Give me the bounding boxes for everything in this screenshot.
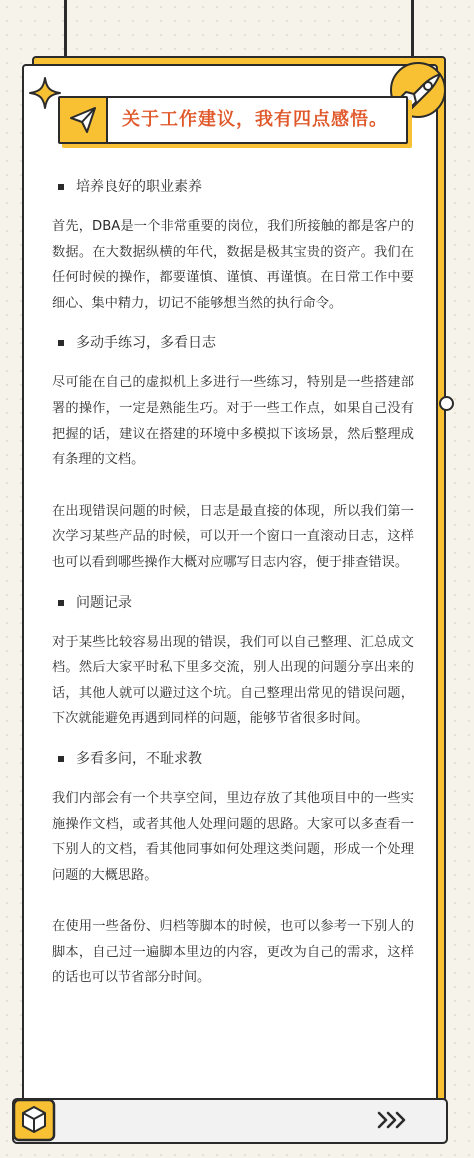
section-heading-text: 多看多问，不耻求教 — [76, 750, 202, 767]
header-bar — [58, 96, 408, 144]
bullet-square-icon — [58, 756, 64, 762]
bullet-square-icon — [58, 600, 64, 606]
hanging-line-right — [411, 0, 414, 62]
sparkle-icon — [28, 76, 62, 110]
section-heading — [52, 332, 414, 354]
paragraph: 尽可能在自己的虚拟机上多进行一些练习，特别是一些搭建部署的操作，一定是熟能生巧。对于一些工作点，如果自己没有把握的话，建议在搭建的环境中多模拟下该场景，然后整理成有条理的文档。 — [52, 375, 414, 468]
paper-plane-icon — [68, 105, 98, 135]
bullet-square-icon — [58, 340, 64, 346]
section-heading-text: 培养良好的职业素养 — [76, 179, 202, 195]
article-content — [52, 176, 414, 1007]
bullet-square-icon — [58, 184, 64, 190]
card-side-dot — [439, 396, 454, 411]
section-heading-text: 问题记录 — [76, 594, 132, 611]
paragraph: 我们内部会有一个共享空间，里边存放了其他项目中的一些实施操作文档，或者其他人处理问题的思路。大家可以多查看一下别人的文档，看其他同事如何处理这类问题，形成一个处理问题的大概思路。 — [52, 790, 414, 883]
paragraph: 在使用一些备份、归档等脚本的时候，也可以参考一下别人的脚本，自己过一遍脚本里边的内容，更改为自己的需求，这样的话也可以节省部分时间。 — [52, 919, 414, 986]
section-heading-text: 多动手练习，多看日志 — [76, 335, 216, 352]
paragraph: 首先，DBA是一个非常重要的岗位，我们所接触的都是客户的数据。在大数据纵横的年代，数据是极其宝贵的资产。我们在任何时候的操作，都要谨慎、谨慎、再谨慎。在日常工作中要细心、集中精力，切记不能够想当然的执行命令。 — [52, 219, 414, 311]
page-title: 关于工作建议，我有四点感悟。 — [122, 109, 388, 130]
chevrons-right-icon — [376, 1110, 410, 1130]
section-heading — [52, 176, 414, 198]
paragraph: 对于某些比较容易出现的错误，我们可以自己整理、汇总成文档。然后大家平时私下里多交流，别人出现的问题分享出来的话，其他人就可以避过这个坑。自己整理出常见的错误问题，下次就能避免再遇到同样的问题，能够节省很多时间。 — [52, 634, 414, 727]
cube-icon — [12, 1098, 56, 1142]
hanging-line-left — [64, 0, 67, 62]
section-heading — [52, 748, 414, 770]
paragraph: 在出现错误问题的时候，日志是最直接的体现，所以我们第一次学习某些产品的时候，可以开一个窗口一直滚动日志，这样也可以看到哪些操作大概对应哪写日志内容，便于排查错误。 — [52, 503, 414, 570]
section-heading — [52, 592, 414, 614]
header-icon-box — [60, 98, 108, 142]
